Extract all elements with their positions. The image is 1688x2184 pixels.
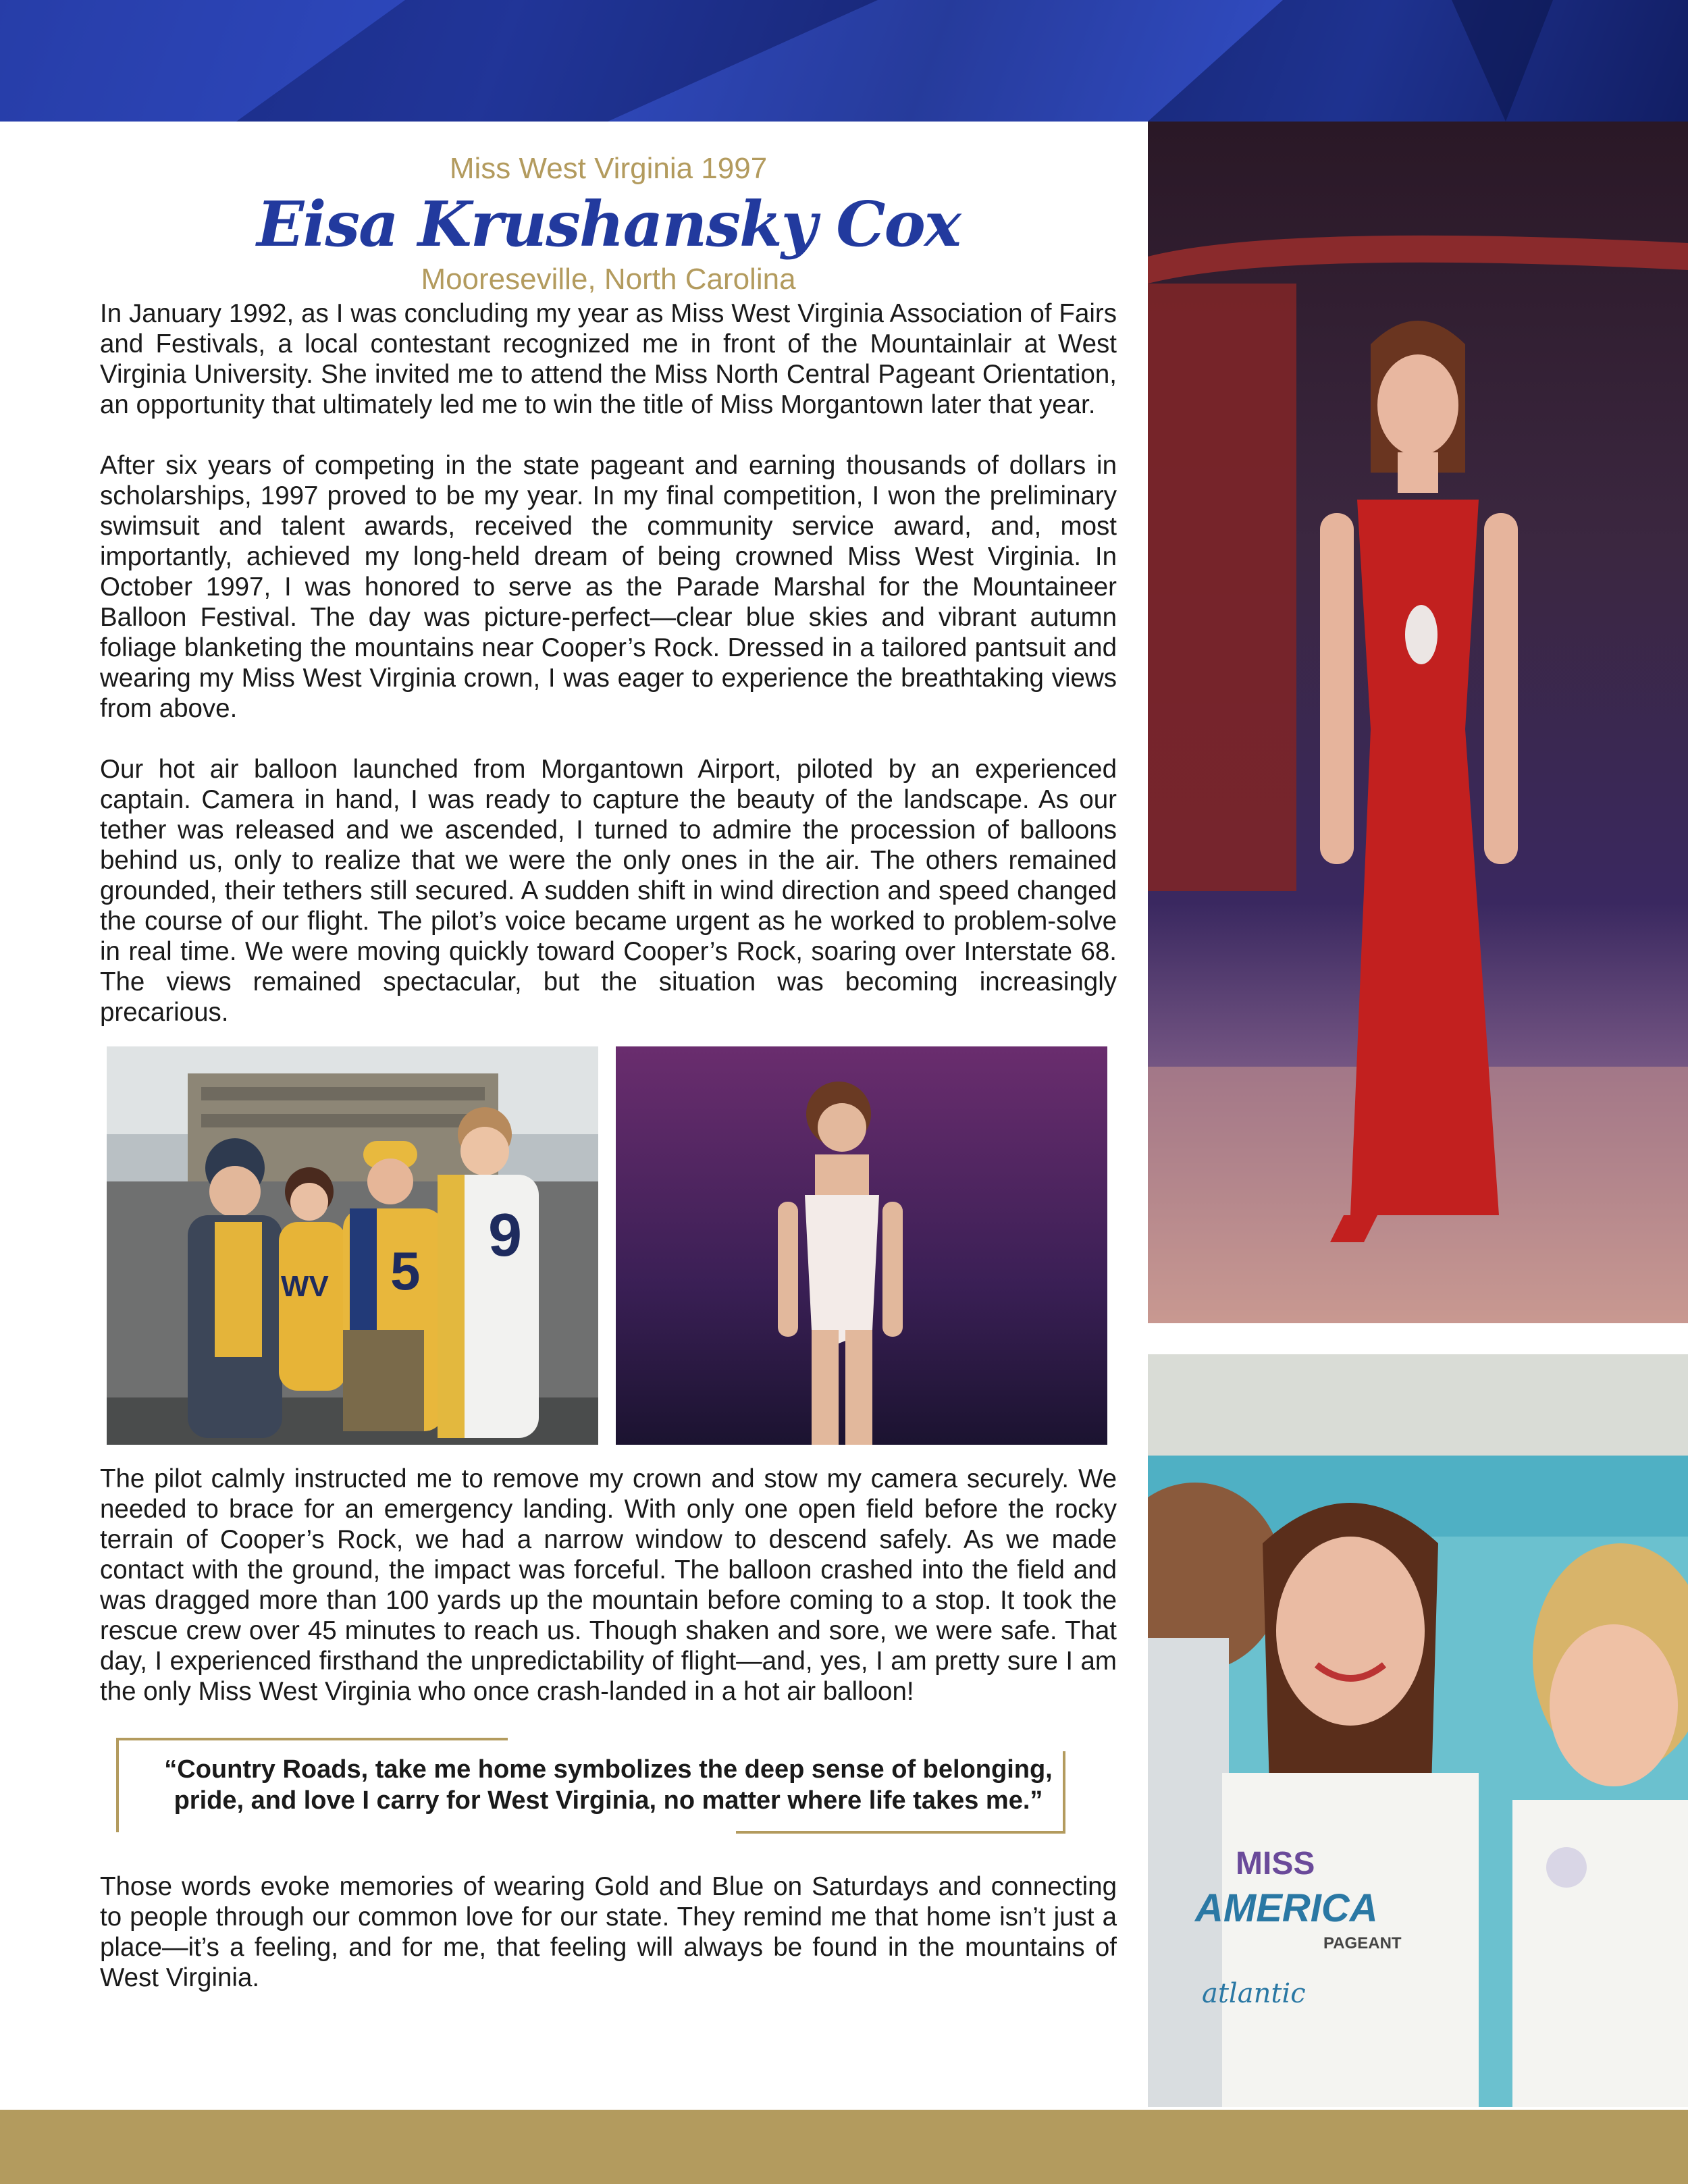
top-banner xyxy=(0,0,1688,122)
jersey-number-2: 9 xyxy=(488,1202,523,1269)
paragraph-3: Our hot air balloon launched from Morgantown Airport, piloted by an experienced captain. Camera in hand, I was ready to capture the beauty of the landscape. As our tether was released and we ascended, I turned to admire the procession of balloons behind us, only to realize that we were the only ones in the air. The others remained grounded, their tethers still secured. A sudden shift in wind direction and speed changed the course of our flight. The pilot’s voice became urgent as he worked to problem-solve in real time. We were moving quickly toward Cooper’s Rock, soaring over Interstate 68. The views remained spectacular, but the situation was becoming increasingly precarious. xyxy=(100,755,1117,1027)
quote-line-2: pride, and love I carry for West Virginia, no matter where life takes me.” xyxy=(174,1786,1043,1815)
page-title: Eisa Krushansky Cox xyxy=(257,188,960,261)
hometown: Mooreseville, North Carolina xyxy=(421,263,796,296)
shirt-letters: WV xyxy=(281,1270,329,1303)
quote-rule-left xyxy=(116,1738,119,1832)
shirt-text-miss: MISS xyxy=(1236,1846,1315,1882)
bottom-gold-bar xyxy=(0,2110,1688,2184)
shirt-text-america: AMERICA xyxy=(1195,1886,1378,1930)
article xyxy=(100,122,1117,1993)
shirt-text-atlantic: atlantic xyxy=(1202,1978,1306,2009)
swimsuit-stage-photo xyxy=(616,1046,1107,1445)
family-stadium-photo xyxy=(107,1046,598,1445)
paragraph-5: Those words evoke memories of wearing Gold and Blue on Saturdays and connecting to people through our common love for our state. They remind me that home isn’t just a place—it’s a feeling, and for me, that feeling will always be found in the mountains of West Virginia. xyxy=(100,1872,1117,1992)
quote-text xyxy=(127,1754,1090,1816)
quote-rule-bottom xyxy=(736,1831,1064,1834)
subtitle-title-year: Miss West Virginia 1997 xyxy=(449,152,768,185)
banner-facets xyxy=(0,0,1688,122)
poolside-miss-america-photo xyxy=(1148,1354,1688,2107)
inline-photo-row xyxy=(100,1046,1117,1458)
paragraph-1: In January 1992, as I was concluding my year as Miss West Virginia Association of Fairs and Festivals, a local contestant recognized me in front of the Mountainlair at West Virginia University. She invited me to attend the Miss North Central Pageant Orientation, an opportunity that ultimately led me to win the title of Miss Morgantown later that year. xyxy=(100,299,1117,419)
pull-quote xyxy=(100,1724,1117,1846)
red-gown-stage-photo xyxy=(1148,122,1688,1323)
paragraph-4: The pilot calmly instructed me to remove my crown and stow my camera securely. We needed to brace for an emergency landing. With only one open field before the rocky terrain of Cooper’s Rock, we had a narrow window to descend safely. As we made contact with the ground, the impact was forceful. The balloon crashed into the field and was dragged more than 100 yards up the mountain before coming to a stop. It took the rescue crew over 45 minutes to reach us. Though shaken and sore, we were safe. That day, I experienced firsthand the unpredictability of flight—and, yes, I am pretty sure I am the only Miss West Virginia who once crash-landed in a hot air balloon! xyxy=(100,1464,1117,1706)
quote-rule-top xyxy=(116,1738,508,1740)
paragraph-2: After six years of competing in the state pageant and earning thousands of dollars in scholarships, 1997 proved to be my year. In my final competition, I won the preliminary swimsuit and talent awards, received the community service award, and, most importantly, achieved my long-held dream of being crowned Miss West Virginia. In October 1997, I was honored to serve as the Parade Marshal for the Mountaineer Balloon Festival. The day was picture-perfect—clear blue skies and vibrant autumn foliage blanketing the mountains near Cooper’s Rock. Dressed in a tailored pantsuit and wearing my Miss West Virginia crown, I was eager to experience the breathtaking views from above. xyxy=(100,451,1117,723)
shirt-text-pageant: PAGEANT xyxy=(1323,1934,1402,1952)
quote-line-1: “Country Roads, take me home symbolizes the deep sense of belonging, xyxy=(164,1755,1053,1784)
jersey-number-1: 5 xyxy=(390,1241,421,1301)
